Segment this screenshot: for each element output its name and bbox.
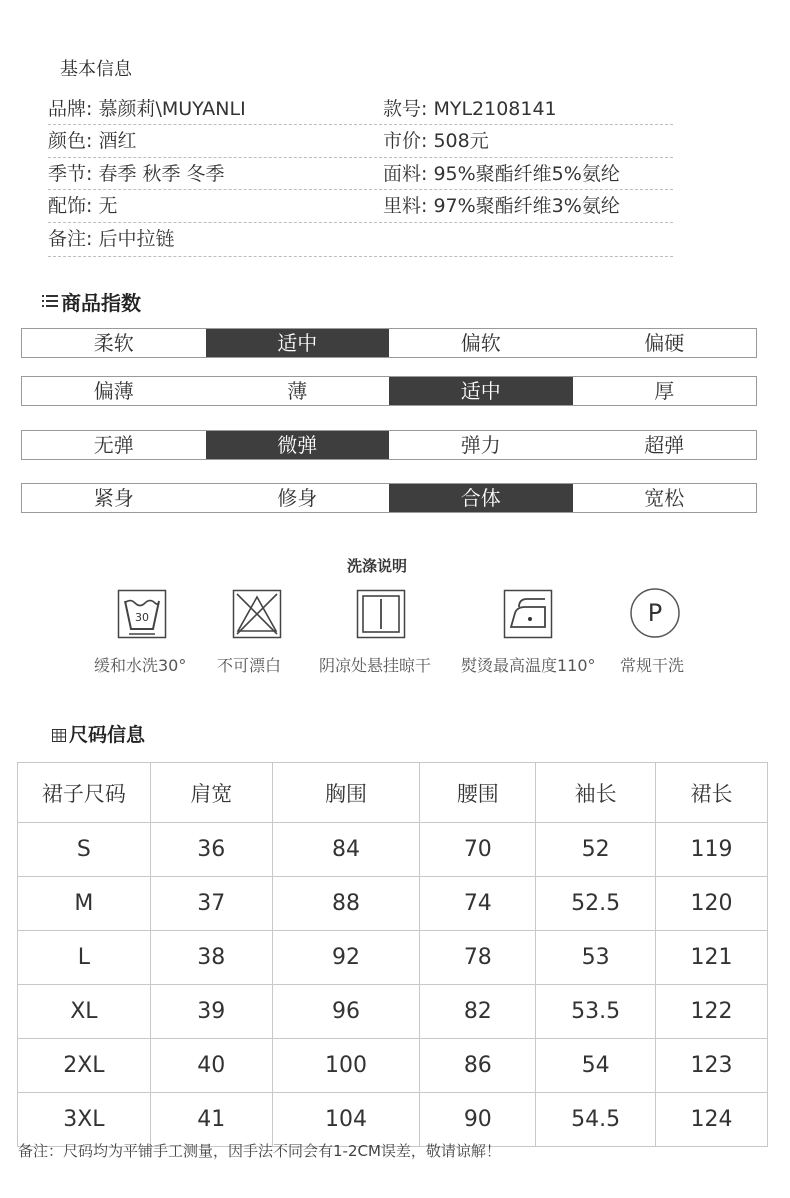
table-cell: 90 [420,1093,536,1147]
table-cell: 78 [420,931,536,985]
wash-title: 洗涤说明 [347,557,408,575]
dry-clean-icon [629,587,681,639]
info-lining: 里料: 97%聚酯纤维3%氨纶 [383,195,620,217]
index-cell: 偏软 [460,331,501,355]
table-cell: 123 [656,1039,768,1093]
index-cell: 超弹 [644,433,685,457]
table-row [18,1039,768,1093]
table-row [18,1093,768,1147]
wash-label: 常规干洗 [620,656,685,675]
table-row [18,877,768,931]
divider [48,222,673,223]
wash-label: 缓和水洗30° [94,656,187,675]
index-softness [21,328,757,358]
index-cell: 薄 [287,379,308,403]
table-cell: 84 [272,823,420,877]
table-header-cell: 裙长 [656,763,768,823]
table-cell: 88 [272,877,420,931]
index-thickness [21,376,757,406]
table-icon [52,727,66,746]
table-cell: 52 [536,823,656,877]
table-cell: XL [18,985,151,1039]
list-icon [42,293,58,312]
index-fit [21,483,757,513]
wash-label: 不可漂白 [217,656,282,675]
divider [48,256,673,257]
size-title: 尺码信息 [69,724,146,746]
table-cell: L [18,931,151,985]
table-header-cell: 袖长 [536,763,656,823]
table-header-cell: 肩宽 [150,763,272,823]
index-cell: 宽松 [644,486,685,510]
info-brand: 品牌: 慕颜莉\MUYANLI [48,98,246,120]
wash-label: 熨烫最高温度110° [461,656,596,675]
index-cell: 无弹 [93,433,134,457]
info-style-no: 款号: MYL2108141 [383,98,557,120]
index-cell: 偏硬 [644,331,685,355]
table-cell: 70 [420,823,536,877]
no-bleach-icon [232,589,282,639]
table-cell: 121 [656,931,768,985]
table-cell: S [18,823,151,877]
table-cell: M [18,877,151,931]
index-cell: 柔软 [93,331,134,355]
info-price: 市价: 508元 [383,130,489,152]
table-cell: 2XL [18,1039,151,1093]
table-cell: 36 [150,823,272,877]
table-header-cell: 裙子尺码 [18,763,151,823]
table-cell: 124 [656,1093,768,1147]
size-table [17,762,768,1147]
table-cell: 41 [150,1093,272,1147]
wash-30-icon [117,589,167,639]
index-title: 商品指数 [61,291,141,315]
table-cell: 120 [656,877,768,931]
table-header-cell: 胸围 [272,763,420,823]
info-color: 颜色: 酒红 [48,130,137,152]
index-cell-active: 微弹 [206,431,390,459]
table-cell: 119 [656,823,768,877]
index-cell: 修身 [277,486,318,510]
basic-info-title: 基本信息 [60,59,132,80]
dry-clean-letter: P [647,599,663,627]
table-cell: 54.5 [536,1093,656,1147]
table-cell: 86 [420,1039,536,1093]
index-cell: 弹力 [460,433,501,457]
table-row [18,985,768,1039]
table-cell: 40 [150,1039,272,1093]
table-cell: 54 [536,1039,656,1093]
table-header-cell: 腰围 [420,763,536,823]
index-cell: 偏薄 [93,379,134,403]
table-cell: 37 [150,877,272,931]
table-cell: 39 [150,985,272,1039]
table-cell: 53 [536,931,656,985]
table-header-row [18,763,768,823]
index-cell-active: 合体 [389,484,573,512]
table-cell: 52.5 [536,877,656,931]
table-cell: 92 [272,931,420,985]
size-note: 备注：尺码均为平铺手工测量，因手法不同会有1-2CM误差，敬请谅解！ [18,1142,501,1160]
info-accessory: 配饰: 无 [48,195,118,217]
divider [48,124,673,125]
table-row [18,823,768,877]
table-cell: 100 [272,1039,420,1093]
wash-label: 阴凉处悬挂晾干 [319,656,432,675]
index-cell: 紧身 [93,486,134,510]
index-elasticity [21,430,757,460]
table-cell: 3XL [18,1093,151,1147]
index-cell: 厚 [654,379,675,403]
divider [48,157,673,158]
table-cell: 74 [420,877,536,931]
line-dry-shade-icon [356,589,406,639]
index-cell-active: 适中 [206,329,390,357]
info-remark: 备注: 后中拉链 [48,228,175,250]
index-cell-active: 适中 [389,377,573,405]
table-cell: 104 [272,1093,420,1147]
table-cell: 82 [420,985,536,1039]
info-season: 季节: 春季 秋季 冬季 [48,163,225,185]
wash-temp-text: 30 [135,611,149,624]
iron-icon [503,589,553,639]
table-row [18,931,768,985]
table-cell: 53.5 [536,985,656,1039]
table-cell: 122 [656,985,768,1039]
info-fabric: 面料: 95%聚酯纤维5%氨纶 [383,163,620,185]
divider [48,189,673,190]
table-cell: 38 [150,931,272,985]
table-cell: 96 [272,985,420,1039]
